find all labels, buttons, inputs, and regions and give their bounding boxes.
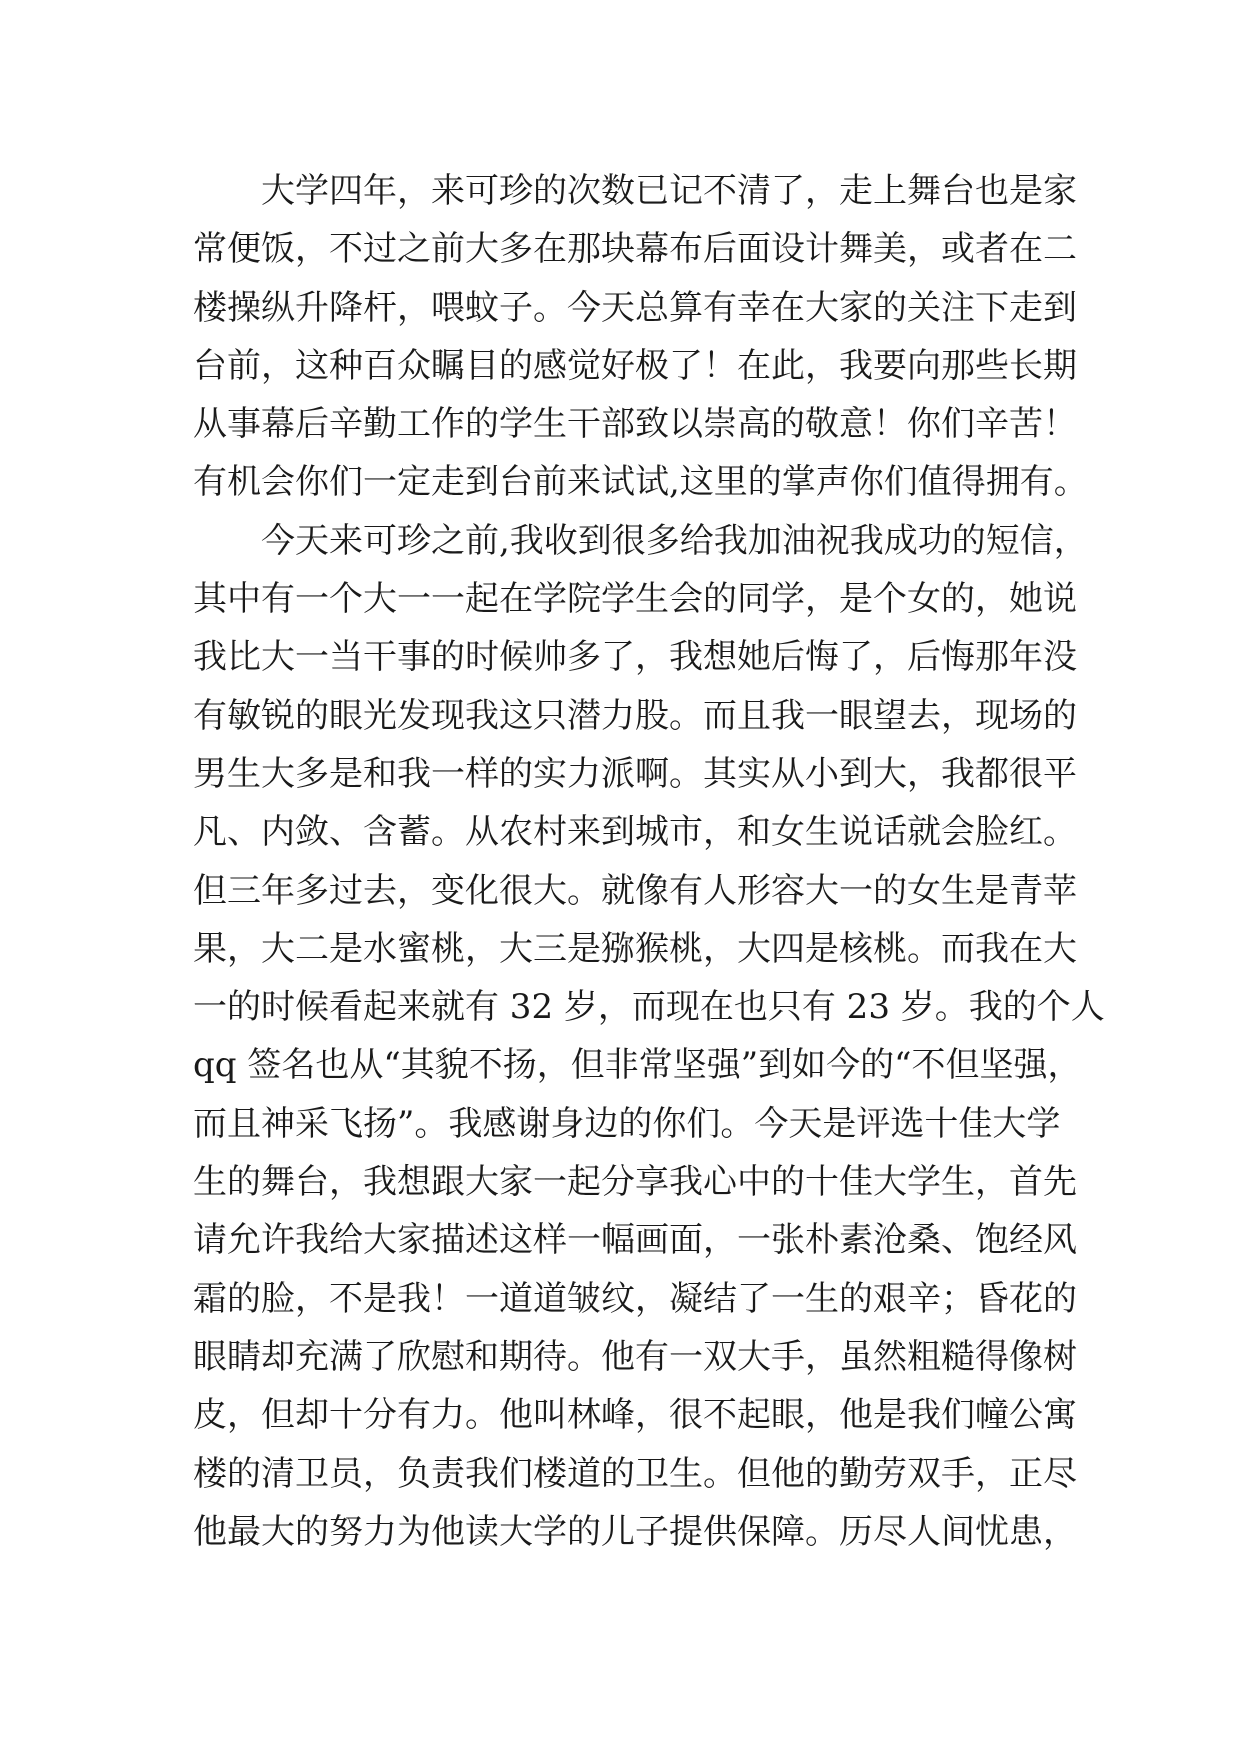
text-line: 男生大多是和我一样的实力派啊。其实从小到大，我都很平 xyxy=(193,753,1077,794)
text-line: 大学四年，来可珍的次数已记不清了，走上舞台也是家 xyxy=(261,171,1077,211)
paragraph-1 xyxy=(193,162,1088,512)
text-line: 楼操纵升降杆，喂蚊子。今天总算有幸在大家的关注下走到 xyxy=(193,287,1077,328)
text-line: 霜的脸，不是我！一道道皱纹，凝结了一生的艰辛；昏花的 xyxy=(193,1278,1077,1319)
text-line: 今天来可珍之前,我收到很多给我加油祝我成功的短信， xyxy=(261,520,1088,561)
text-line: 而且神采飞扬”。我感谢身边的你们。今天是评选十佳大学 xyxy=(193,1103,1061,1144)
text-line: 他最大的努力为他读大学的儿子提供保障。历尽人间忧患， xyxy=(193,1511,1077,1552)
text-line: 其中有一个大一一起在学院学生会的同学，是个女的，她说 xyxy=(193,579,1077,620)
text-line: qq 签名也从“其貌不扬，但非常坚强”到如今的“不但坚强， xyxy=(193,1045,1082,1086)
text-line: 凡、内敛、含蓄。从农村来到城市，和女生说话就会脸红。 xyxy=(193,812,1077,853)
text-line: 请允许我给大家描述这样一幅画面，一张朴素沧桑、饱经风 xyxy=(193,1220,1077,1261)
text-line: 眼睛却充满了欣慰和期待。他有一双大手，虽然粗糙得像树 xyxy=(193,1336,1077,1377)
text-line: 皮，但却十分有力。他叫林峰，很不起眼，他是我们幢公寓 xyxy=(193,1395,1077,1436)
text-line: 台前，这种百众瞩目的感觉好极了！在此，我要向那些长期 xyxy=(193,345,1077,386)
text-line: 一的时候看起来就有 32 岁，而现在也只有 23 岁。我的个人 xyxy=(193,987,1105,1028)
text-line: 楼的清卫员，负责我们楼道的卫生。但他的勤劳双手，正尽 xyxy=(193,1453,1077,1494)
text-line: 生的舞台，我想跟大家一起分享我心中的十佳大学生，首先 xyxy=(193,1162,1077,1203)
text-line: 但三年多过去，变化很大。就像有人形容大一的女生是青苹 xyxy=(193,870,1077,911)
text-line: 有机会你们一定走到台前来试试,这里的掌声你们值得拥有。 xyxy=(193,462,1088,503)
text-line: 果，大二是水蜜桃，大三是猕猴桃，大四是核桃。而我在大 xyxy=(193,928,1077,969)
text-line: 有敏锐的眼光发现我这只潜力股。而且我一眼望去，现场的 xyxy=(193,695,1077,736)
text-line: 常便饭，不过之前大多在那块幕布后面设计舞美，或者在二 xyxy=(193,229,1077,270)
paragraph-2 xyxy=(193,512,1105,1561)
text-line: 我比大一当干事的时候帅多了，我想她后悔了，后悔那年没 xyxy=(193,637,1077,678)
body-text xyxy=(193,162,1105,1561)
text-line: 从事幕后辛勤工作的学生干部致以崇高的敬意！你们辛苦！ xyxy=(193,404,1077,445)
